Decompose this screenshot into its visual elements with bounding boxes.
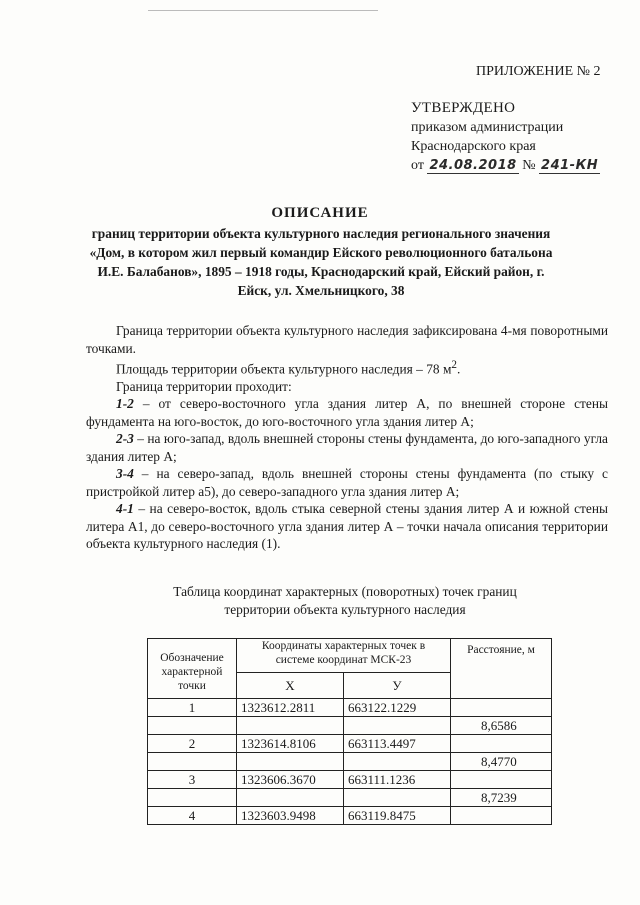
distance-value: 8,7239 — [451, 789, 552, 807]
table-row-point — [148, 735, 552, 753]
point-y: 663111.1236 — [344, 771, 451, 789]
header-x: Х — [237, 673, 344, 699]
segment-paragraph — [86, 395, 608, 430]
paragraph-boundary-intro: Граница территории проходит: — [116, 378, 292, 394]
distance-value: 8,4770 — [451, 753, 552, 771]
document-body — [86, 322, 608, 553]
segment-paragraph — [86, 500, 608, 553]
point-x: 1323606.3670 — [237, 771, 344, 789]
table-row-distance — [148, 789, 552, 807]
segment-label: 2-3 — [116, 431, 134, 447]
segment-paragraph — [86, 465, 608, 500]
distance-value: 8,6586 — [451, 717, 552, 735]
segment-label: 4-1 — [116, 501, 134, 517]
point-id: 3 — [148, 771, 237, 789]
approved-heading: УТВЕРЖДЕНО — [411, 100, 516, 116]
segment-label: 3-4 — [116, 466, 134, 482]
header-point-designation: Обозначение характерной точки — [148, 639, 237, 699]
header-distance: Расстояние, м — [451, 639, 552, 699]
approval-date-line — [411, 156, 600, 175]
point-id: 2 — [148, 735, 237, 753]
table-row-point — [148, 771, 552, 789]
approval-stamp — [411, 99, 600, 175]
paragraph-area: Площадь территории объекта культурного наследия – 78 $м^2$. — [116, 359, 461, 377]
table-row-distance — [148, 753, 552, 771]
document-title: ОПИСАНИЕ — [271, 205, 369, 221]
segment-label: 1-2 — [116, 396, 134, 412]
segment-text: – от северо-восточного угла здания литер А, по внешней стороне стены фундамента на юго-восток, до юго-восточного угла здания литер А; — [86, 396, 608, 429]
table-row-point — [148, 699, 552, 717]
point-y: 663122.1229 — [344, 699, 451, 717]
handwritten-number: 241-КН — [541, 158, 599, 173]
header-y: У — [344, 673, 451, 699]
point-id: 4 — [148, 807, 237, 825]
paragraph-points: Граница территории объекта культурного наследия зафиксирована 4-мя поворотными точками. — [86, 323, 608, 356]
approved-line-1: приказом администрации — [411, 120, 564, 135]
point-x: 1323614.8106 — [237, 735, 344, 753]
handwritten-date: 24.08.2018 — [429, 158, 517, 173]
header-coordinates: Координаты характерных точек в системе координат МСК-23 — [237, 639, 451, 673]
segment-text: – на северо-восток, вдоль стыка северной стены здания литер А и южной стены литера А1, до северо-восточного угла здания литер А – точки начала описания территории объекта культурного наследия (1). — [86, 501, 608, 552]
point-y: 663113.4497 — [344, 735, 451, 753]
appendix-label: ПРИЛОЖЕНИЕ № 2 — [476, 64, 601, 79]
table-row-point — [148, 807, 552, 825]
segment-text: – на юго-запад, вдоль внешней стороны стены фундамента, до юго-западного угла здания литер А; — [86, 431, 608, 464]
point-id: 1 — [148, 699, 237, 717]
point-x: 1323612.2811 — [237, 699, 344, 717]
table-row-distance — [148, 717, 552, 735]
approved-line-2: Краснодарского края — [411, 139, 536, 154]
segment-paragraph — [86, 430, 608, 465]
point-x: 1323603.9498 — [237, 807, 344, 825]
document-subtitle: границ территории объекта культурного наследия регионального значения «Дом, в котором жил первый командир Ейского революционного батальона И.Е. Балабанов», 1895 – 1918 годы, Краснодарский край, Ейский район, г. Ейск, ул. Хмельницкого, 38 — [89, 226, 553, 298]
segment-text: – на северо-запад, вдоль внешней стороны стены фундамента (по стыку с пристройкой литер а5), до северо-западного угла здания литер А; — [86, 466, 608, 499]
date-prefix: от — [411, 158, 424, 173]
number-prefix: № — [522, 158, 536, 173]
point-y: 663119.8475 — [344, 807, 451, 825]
table-caption: Таблица координат характерных (поворотных) точек границ территории объекта культурного наследия — [173, 584, 517, 617]
scan-top-line — [148, 10, 378, 11]
coordinates-table — [147, 638, 552, 825]
